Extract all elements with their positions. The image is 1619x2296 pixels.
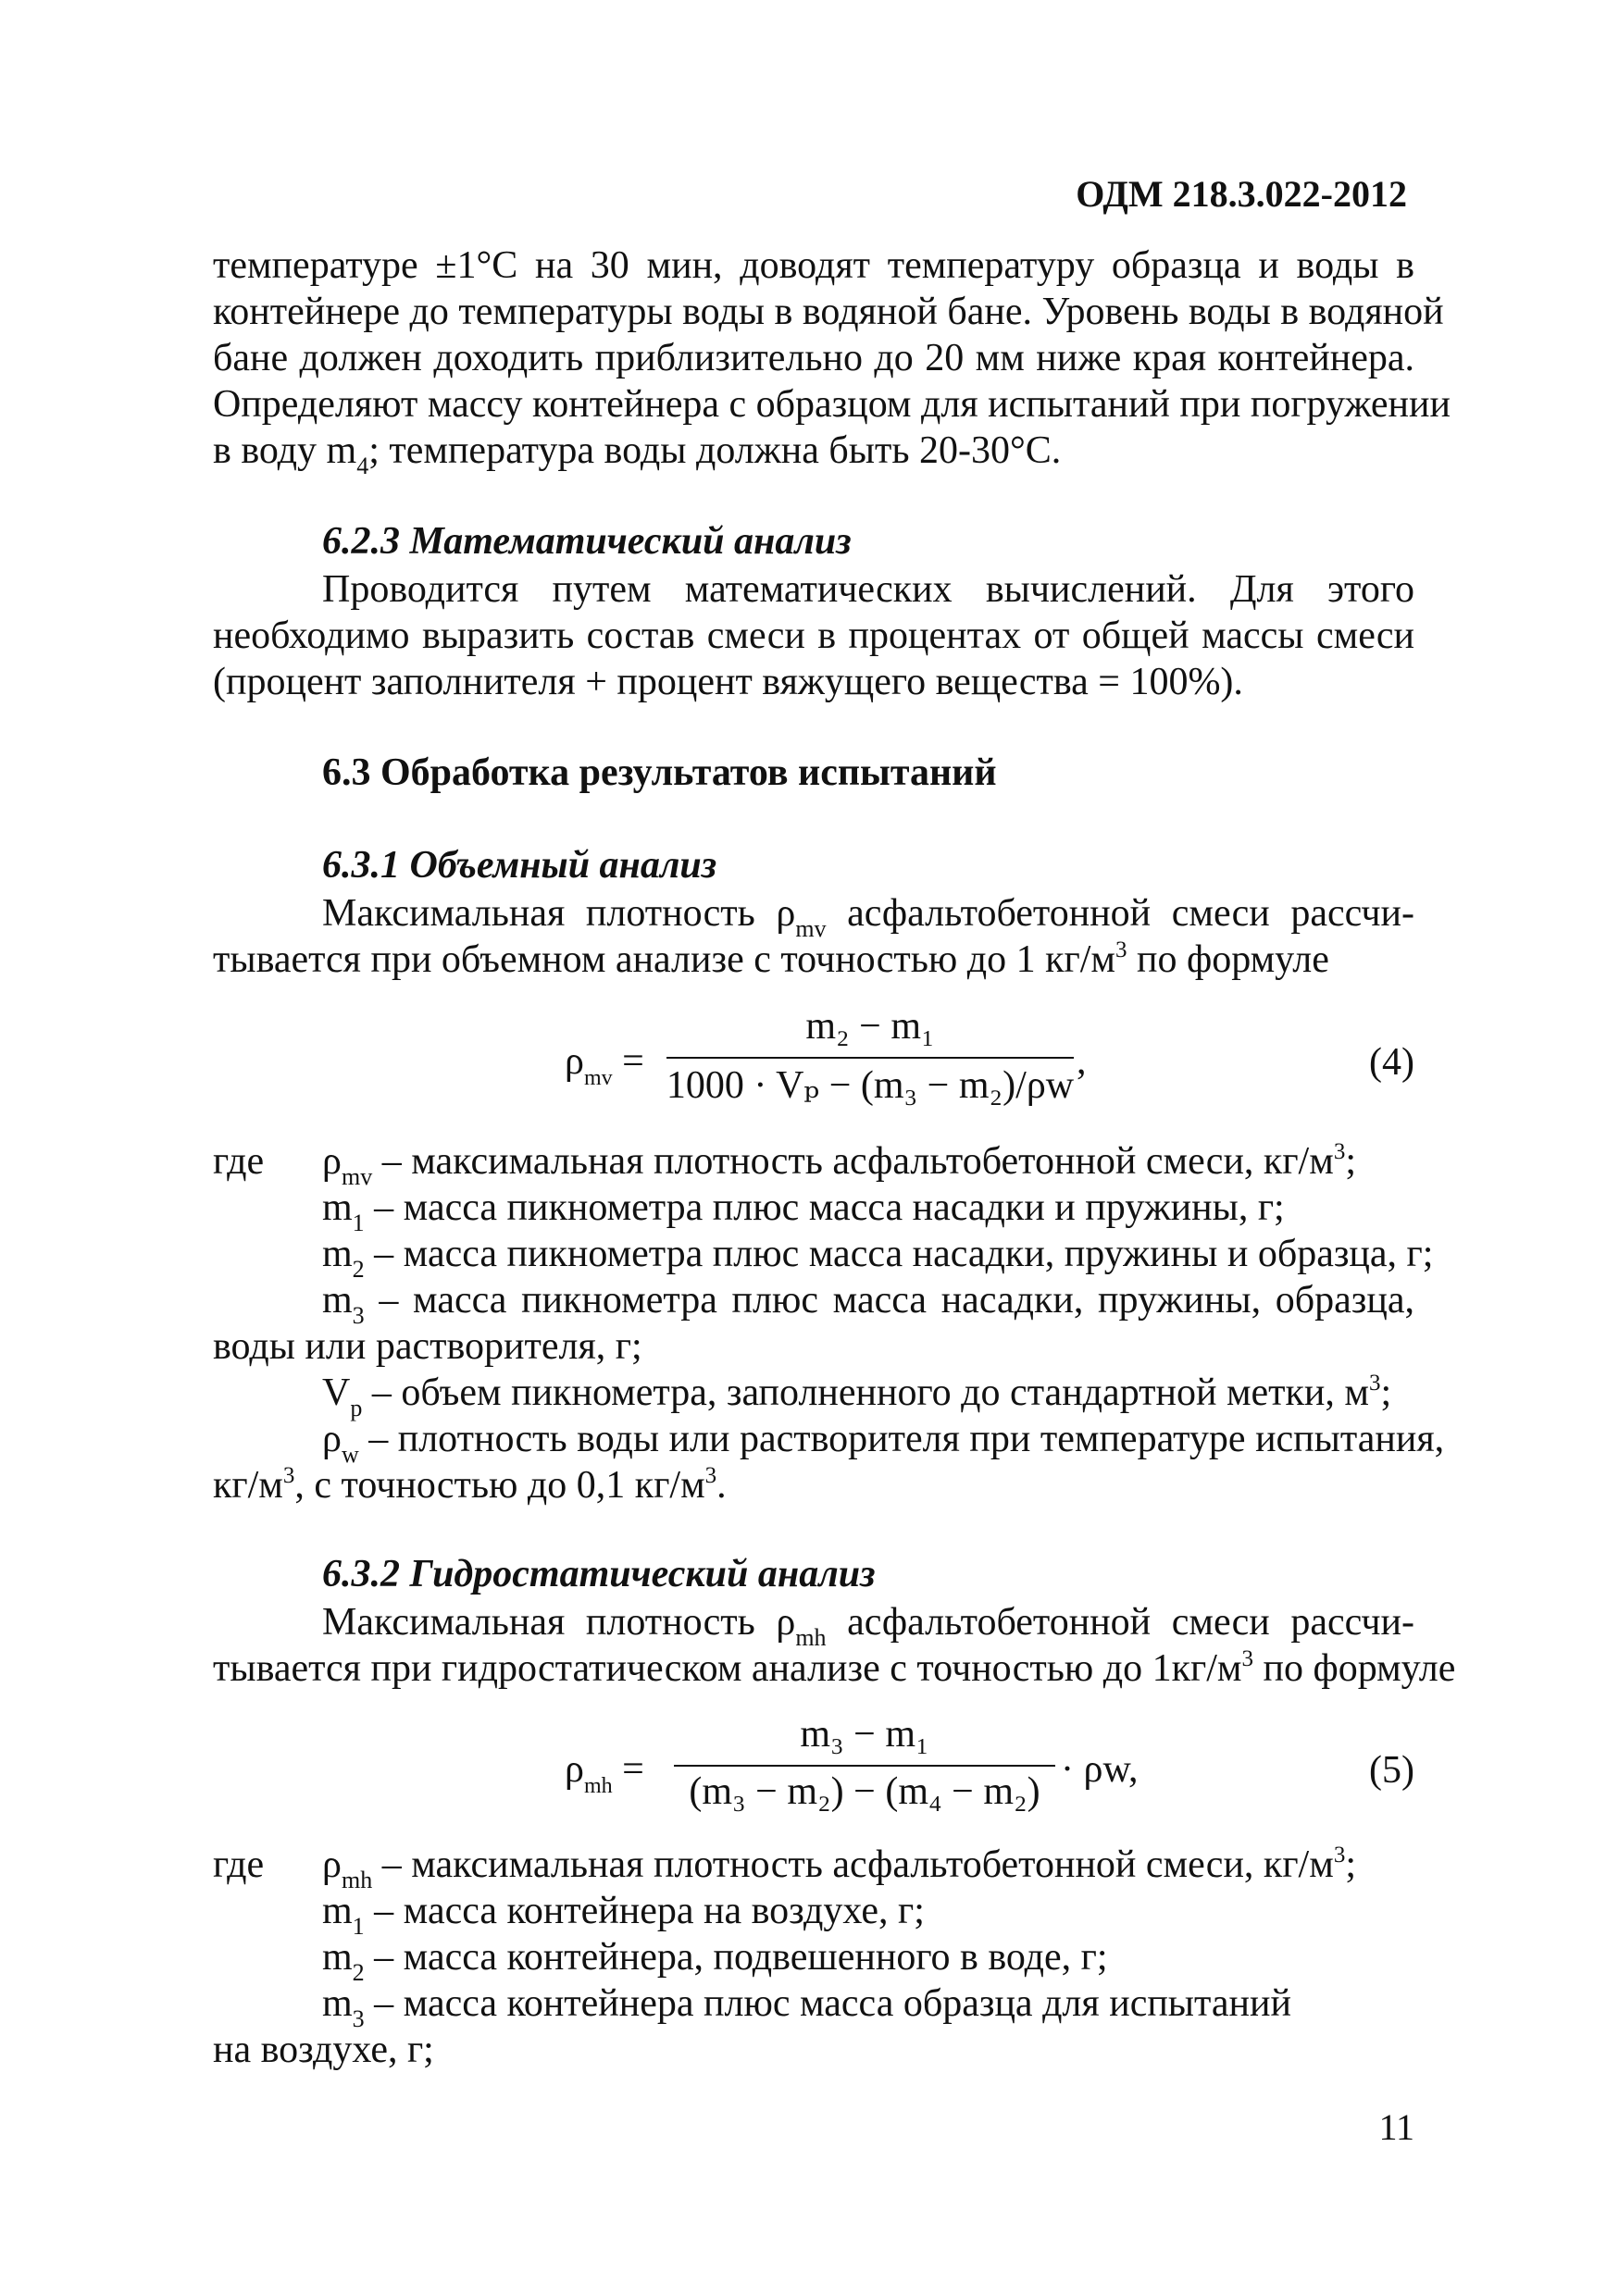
symbol: m: [322, 1890, 353, 1932]
subscript: 4: [356, 453, 369, 479]
text-segment: ;: [1380, 1371, 1392, 1414]
superscript: 3: [1368, 1371, 1381, 1396]
text-segment: – объем пикнометра, заполненного до стандартной метки, м: [362, 1371, 1369, 1414]
paragraph-line: температуре ±1°С на 30 мин, доводят температуру образца и воды в: [213, 244, 1414, 287]
page-number: 11: [1378, 2106, 1414, 2148]
paragraph-line: (процент заполнителя + процент вяжущего вещества = 100%).: [213, 661, 1243, 703]
text-segment: – максимальная плотность асфальтобетонной смеси, кг/м: [372, 1140, 1334, 1183]
text-segment: – масса пикнометра плюс масса насадки и пружины, г;: [364, 1186, 1285, 1229]
subscript: w: [341, 1441, 359, 1468]
formula-lhs: [565, 1039, 644, 1090]
section-heading-6-3-1: 6.3.1 Объемный анализ: [322, 844, 717, 887]
text-segment: .: [716, 1464, 727, 1507]
fraction-bar: [666, 1057, 1074, 1059]
text-segment: ; температура воды должна быть 20-30°С.: [368, 429, 1062, 472]
symbol: m: [322, 1936, 353, 1979]
subscript: mh: [341, 1867, 373, 1893]
subscript: 2: [352, 1959, 365, 1986]
formula-denominator: 1000 · Vₚ − (m₃ − m₂)/ρw: [666, 1064, 1075, 1107]
text-segment: – плотность воды или растворителя при температуре испытания,: [358, 1418, 1445, 1460]
document-code-header: ОДМ 218.3.022-2012: [1076, 173, 1407, 215]
paragraph-line: бане должен доходить приблизительно до 20 мм ниже края контейнера.: [213, 337, 1414, 379]
subscript: mv: [341, 1163, 373, 1190]
formula-number: (4): [1369, 1041, 1414, 1084]
definition-line: [322, 1980, 1414, 2031]
subscript: mh: [583, 1774, 613, 1798]
definition-line: [322, 1185, 1414, 1235]
text-segment: – масса пикнометра плюс масса насадки, пружины и образца, г;: [364, 1233, 1434, 1275]
symbol: ρ: [322, 1843, 342, 1886]
definition-line: [322, 1138, 1414, 1190]
symbol: m: [322, 1982, 353, 2025]
definition-line: на воздухе, г;: [213, 2029, 434, 2071]
equals-sign: =: [612, 1040, 644, 1083]
superscript: 3: [704, 1463, 717, 1488]
text-segment: тывается при гидростатическом анализе с точностью до 1кг/м: [213, 1647, 1242, 1690]
paragraph-line: [322, 890, 1414, 941]
text-segment: тывается при объемном анализе с точностью до 1 кг/м: [213, 938, 1116, 981]
text-segment: Максимальная плотность ρ: [322, 1601, 796, 1644]
text-segment: ;: [1345, 1140, 1356, 1183]
superscript: 3: [282, 1463, 295, 1488]
definition-line: [322, 1934, 1414, 1985]
definition-line: [322, 1888, 1414, 1939]
formula-5: [0, 1712, 1619, 1823]
text-segment: по формуле: [1253, 1647, 1456, 1690]
fraction-bar: [674, 1765, 1055, 1767]
text-segment: – масса контейнера на воздухе, г;: [364, 1890, 925, 1932]
definition-line: [322, 1416, 1445, 1468]
formula-tail: ,: [1077, 1040, 1087, 1083]
symbol: m: [322, 1279, 353, 1322]
symbol: m: [322, 1233, 353, 1275]
superscript: 3: [1333, 1139, 1346, 1164]
text-segment: ;: [1345, 1843, 1356, 1886]
text-segment: – масса контейнера, подвешенного в воде, г;: [364, 1936, 1108, 1979]
formula-numerator: m₃ − m₁: [800, 1713, 929, 1756]
formula-number: (5): [1369, 1749, 1414, 1792]
paragraph-line: [213, 937, 1414, 988]
definition-line: [322, 1370, 1414, 1421]
text-segment: – масса пикнометра плюс масса насадки, пружины, образца,: [364, 1279, 1414, 1322]
section-heading-6-3-2: 6.3.2 Гидростатический анализ: [322, 1553, 876, 1595]
superscript: 3: [1241, 1646, 1254, 1671]
text-segment: – масса контейнера плюс масса образца для испытаний: [364, 1982, 1291, 2025]
definition-line: [322, 1277, 1414, 1328]
formula-symbol: ρ: [565, 1040, 584, 1083]
paragraph-line: контейнере до температуры воды в водяной бане. Уровень воды в водяной: [213, 291, 1444, 333]
text-segment: в воду m: [213, 429, 357, 472]
subscript: p: [350, 1395, 363, 1421]
paragraph-line: [213, 428, 1414, 478]
text-segment: по формуле: [1127, 938, 1329, 981]
symbol: m: [322, 1186, 353, 1229]
paragraph-line: [213, 1645, 1456, 1697]
symbol: V: [322, 1371, 351, 1414]
subscript: 2: [352, 1256, 365, 1283]
formula-4: [0, 1004, 1619, 1115]
superscript: 3: [1115, 937, 1127, 962]
text-segment: асфальтобетонной смеси рассчи-: [826, 1601, 1414, 1644]
subscript: 3: [352, 2005, 365, 2032]
section-heading-6-3: 6.3 Обработка результатов испытаний: [322, 751, 997, 794]
text-segment: асфальтобетонной смеси рассчи-: [826, 892, 1414, 935]
text-segment: кг/м: [213, 1464, 283, 1507]
paragraph-line: Определяют массу контейнера с образцом для испытаний при погружении: [213, 383, 1451, 426]
formula-symbol: ρ: [565, 1748, 584, 1791]
symbol: ρ: [322, 1140, 342, 1183]
paragraph-line: необходимо выразить состав смеси в процентах от общей массы смеси: [213, 614, 1414, 657]
subscript: mv: [795, 915, 827, 942]
subscript: mv: [583, 1066, 613, 1090]
subscript: mh: [795, 1624, 827, 1651]
definition-line: [213, 1462, 1414, 1514]
equals-sign: =: [612, 1748, 644, 1791]
symbol: ρ: [322, 1418, 342, 1460]
where-label: где: [213, 1140, 265, 1183]
definition-line: воды или растворителя, г;: [213, 1325, 642, 1368]
section-heading-6-2-3: 6.2.3 Математический анализ: [322, 520, 852, 563]
formula-denominator: (m₃ − m₂) − (m₄ − m₂): [689, 1770, 1040, 1813]
text-segment: , с точностью до 0,1 кг/м: [294, 1464, 705, 1507]
subscript: 3: [352, 1302, 365, 1329]
superscript: 3: [1333, 1843, 1346, 1868]
paragraph-line: [322, 1599, 1414, 1650]
paragraph-line: Проводится путем математических вычислений. Для этого: [322, 568, 1414, 611]
definition-line: [322, 1842, 1414, 1893]
text-segment: – максимальная плотность асфальтобетонной смеси, кг/м: [372, 1843, 1334, 1886]
definition-line: [322, 1231, 1434, 1283]
text-segment: Максимальная плотность ρ: [322, 892, 796, 935]
subscript: 1: [352, 1210, 365, 1236]
where-label: где: [213, 1843, 265, 1886]
subscript: 1: [352, 1913, 365, 1940]
formula-lhs: [565, 1747, 644, 1798]
formula-numerator: m₂ − m₁: [805, 1005, 935, 1048]
formula-tail: · ρw,: [1061, 1748, 1139, 1791]
